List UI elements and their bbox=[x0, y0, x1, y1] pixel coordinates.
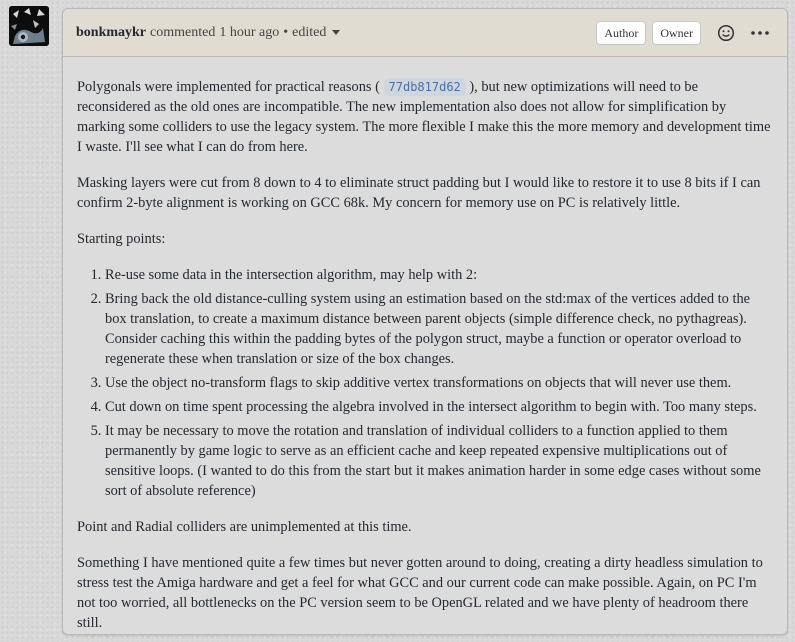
smiley-icon bbox=[717, 24, 735, 42]
author-badge: Author bbox=[596, 21, 646, 45]
list-item: 5. It may be necessary to move the rotation and translation of individual colliders to a function applied to them permanently by game logic to serve as an efficient cache and keep repeated expensive multiplications out of sensitive loops. (I wanted to do this from the start but it makes animation harder in some edge cases without some sort of absolute reference) bbox=[105, 421, 773, 501]
avatar[interactable] bbox=[9, 6, 49, 46]
starting-points-list bbox=[77, 265, 773, 501]
list-item: 1. Re-use some data in the intersection algorithm, may help with 2: bbox=[105, 265, 773, 285]
caret-down-icon bbox=[332, 30, 340, 35]
list-item: 2. Bring back the old distance-culling system using an estimation based on the std:max of the vertices added to the box translation, to create a maximum distance between parent objects (simple difference check, no pythagreas). Consider caching this within the padding bytes of the polygon struct, maybe a function or operator overload to regenerate these when translation or size of the box changes. bbox=[105, 289, 773, 369]
paragraph-2: Masking layers were cut from 8 down to 4 to eliminate struct padding but I would like to restore it to use 8 bits if I can confirm 2-byte alignment is working on GCC 68k. My concern for memory use on PC is relatively little. bbox=[77, 175, 761, 211]
comment-header bbox=[63, 9, 787, 57]
more-options-button[interactable] bbox=[745, 18, 775, 48]
add-reaction-button[interactable] bbox=[711, 18, 741, 48]
meta-separator: • bbox=[283, 24, 289, 40]
list-item: 4. Cut down on time spent processing the algebra involved in the intersect algorithm to begin with. Too many steps. bbox=[105, 397, 773, 417]
paragraph-3: Starting points: bbox=[77, 231, 166, 247]
list-item: 3. Use the object no-transform flags to skip additive vertex transformations on objects that will never use them. bbox=[105, 373, 773, 393]
paragraph-4: Point and Radial colliders are unimplemented at this time. bbox=[77, 519, 412, 535]
comment-action: commented bbox=[150, 24, 216, 40]
commit-sha-link[interactable]: 77db817d62 bbox=[384, 78, 466, 96]
comment-body bbox=[63, 57, 787, 633]
edited-label: edited bbox=[292, 24, 327, 40]
paragraph-5: Something I have mentioned quite a few times but never gotten around to doing, creating a dirty headless simulation to stress test the Amiga hardware and get a feel for what GCC and our current code can make possible. Again, on PC I'm not too worried, all bottlenecks on the PC version seem to be OpenGL related and we have plenty of headroom there still. bbox=[77, 555, 763, 631]
paragraph-1: Polygonals were implemented for practical reasons ( 77db817d62 ), but new optimizations will need to be reconsidered as the old ones are incompatible. The new implementation also does not allow for simplification by marking some colliders to use the legacy system. The more flexible I make this the more memory and development time I waste. I'll see what I can do from here. bbox=[77, 79, 771, 155]
comment-meta bbox=[76, 25, 340, 41]
owner-badge: Owner bbox=[652, 21, 701, 45]
author-name[interactable]: bonkmaykr bbox=[76, 24, 147, 40]
comment-time[interactable]: 1 hour ago bbox=[219, 24, 280, 40]
kebab-menu-icon bbox=[750, 30, 770, 36]
edited-dropdown[interactable] bbox=[292, 25, 340, 41]
comment-card bbox=[62, 8, 788, 635]
